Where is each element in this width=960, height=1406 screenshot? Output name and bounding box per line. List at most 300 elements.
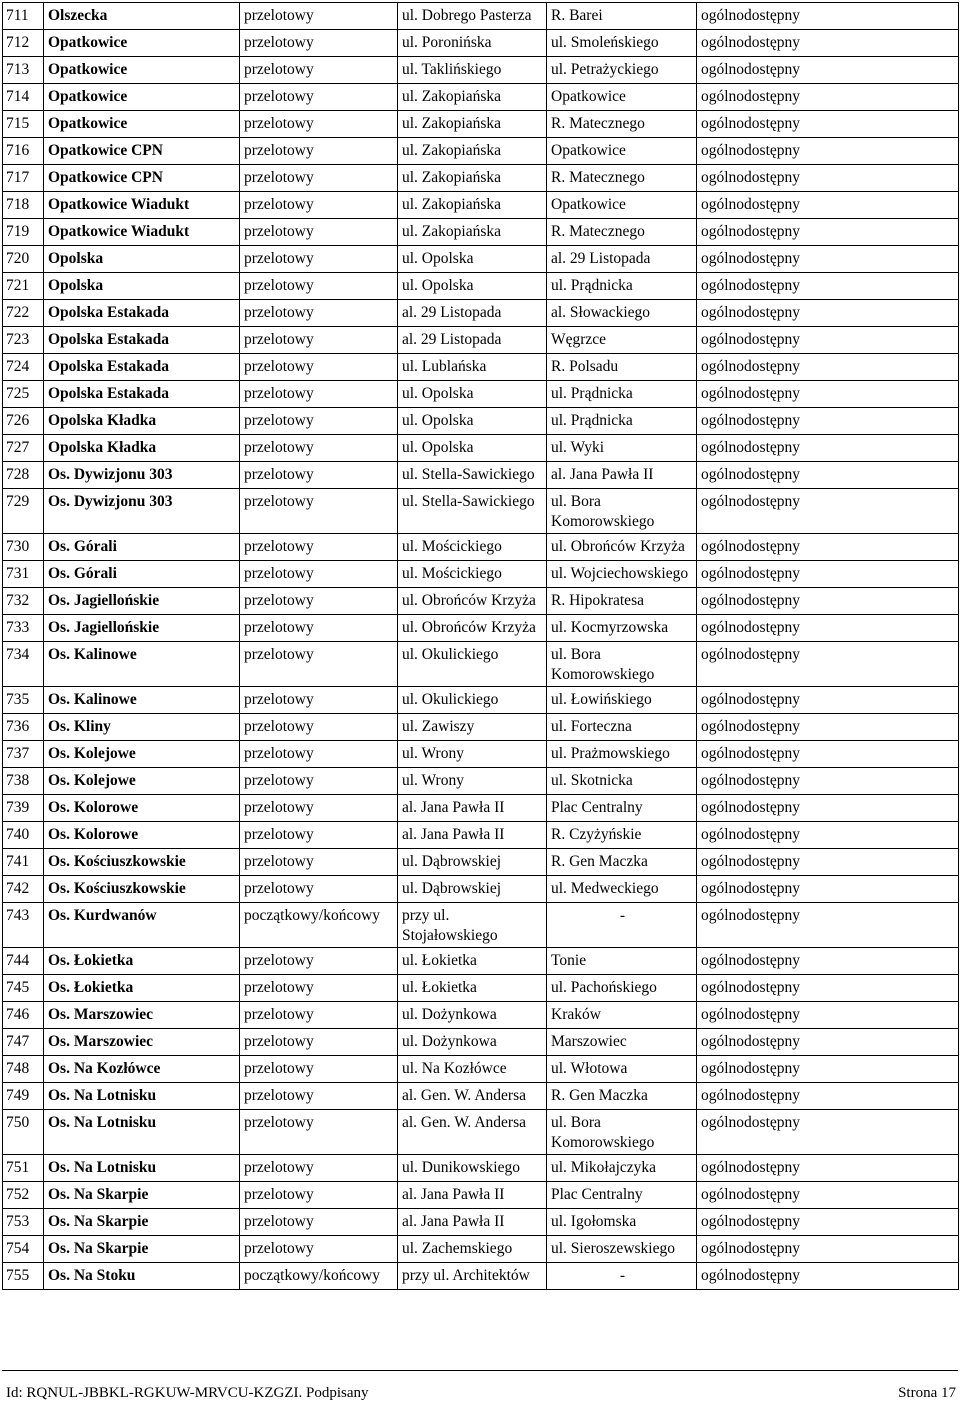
table-row bbox=[3, 435, 959, 462]
street-cell: al. Gen. W. Andersa bbox=[398, 1083, 547, 1110]
table-row bbox=[3, 1236, 959, 1263]
stop-type-cell: przelotowy bbox=[240, 192, 398, 219]
stop-number-cell: 737 bbox=[3, 741, 44, 768]
street-cell: al. 29 Listopada bbox=[398, 327, 547, 354]
street-cell: ul. Dąbrowskiej bbox=[398, 849, 547, 876]
stop-number-cell: 743 bbox=[3, 903, 44, 948]
stop-number-cell: 749 bbox=[3, 1083, 44, 1110]
stop-type-cell: przelotowy bbox=[240, 1110, 398, 1155]
stop-number-cell: 742 bbox=[3, 876, 44, 903]
stop-type-cell: przelotowy bbox=[240, 714, 398, 741]
stop-number-cell: 714 bbox=[3, 84, 44, 111]
stop-type-cell: przelotowy bbox=[240, 138, 398, 165]
stop-number-cell: 730 bbox=[3, 534, 44, 561]
table-row bbox=[3, 975, 959, 1002]
stop-number-cell: 754 bbox=[3, 1236, 44, 1263]
stop-name-cell: Os. Kościuszkowskie bbox=[44, 849, 240, 876]
stop-name-cell: Os. Jagiellońskie bbox=[44, 615, 240, 642]
stop-number-cell: 723 bbox=[3, 327, 44, 354]
stop-type-cell: początkowy/końcowy bbox=[240, 903, 398, 948]
stop-name-cell: Os. Kościuszkowskie bbox=[44, 876, 240, 903]
table-row bbox=[3, 795, 959, 822]
stop-number-cell: 745 bbox=[3, 975, 44, 1002]
stop-name-cell: Os. Kalinowe bbox=[44, 642, 240, 687]
street-cell: ul. Zakopiańska bbox=[398, 192, 547, 219]
stop-name-cell: Opolska bbox=[44, 246, 240, 273]
stop-type-cell: przelotowy bbox=[240, 300, 398, 327]
stop-name-cell: Os. Górali bbox=[44, 561, 240, 588]
stop-name-cell: Os. Na Skarpie bbox=[44, 1182, 240, 1209]
stop-type-cell: przelotowy bbox=[240, 1029, 398, 1056]
direction-cell: ul. Igołomska bbox=[547, 1209, 697, 1236]
stop-number-cell: 720 bbox=[3, 246, 44, 273]
table-row bbox=[3, 876, 959, 903]
availability-cell: ogólnodostępny bbox=[697, 534, 959, 561]
stop-type-cell: przelotowy bbox=[240, 1155, 398, 1182]
stop-name-cell: Os. Kurdwanów bbox=[44, 903, 240, 948]
availability-cell: ogólnodostępny bbox=[697, 489, 959, 534]
availability-cell: ogólnodostępny bbox=[697, 1209, 959, 1236]
stop-number-cell: 741 bbox=[3, 849, 44, 876]
stop-number-cell: 724 bbox=[3, 354, 44, 381]
stop-number-cell: 746 bbox=[3, 1002, 44, 1029]
stop-name-cell: Os. Łokietka bbox=[44, 948, 240, 975]
stop-name-cell: Os. Kliny bbox=[44, 714, 240, 741]
table-row bbox=[3, 534, 959, 561]
stop-type-cell: przelotowy bbox=[240, 3, 398, 30]
stop-type-cell: przelotowy bbox=[240, 1209, 398, 1236]
availability-cell: ogólnodostępny bbox=[697, 561, 959, 588]
direction-cell: ul. Bora Komorowskiego bbox=[547, 1110, 697, 1155]
stop-type-cell: przelotowy bbox=[240, 1002, 398, 1029]
table-row bbox=[3, 57, 959, 84]
direction-cell: Opatkowice bbox=[547, 138, 697, 165]
stop-number-cell: 729 bbox=[3, 489, 44, 534]
stop-name-cell: Opatkowice Wiadukt bbox=[44, 219, 240, 246]
table-row bbox=[3, 462, 959, 489]
availability-cell: ogólnodostępny bbox=[697, 948, 959, 975]
direction-cell: R. Matecznego bbox=[547, 165, 697, 192]
table-row bbox=[3, 1110, 959, 1155]
street-cell: ul. Na Kozłówce bbox=[398, 1056, 547, 1083]
stop-type-cell: przelotowy bbox=[240, 354, 398, 381]
stop-name-cell: Os. Na Lotnisku bbox=[44, 1083, 240, 1110]
table-row bbox=[3, 273, 959, 300]
availability-cell: ogólnodostępny bbox=[697, 111, 959, 138]
availability-cell: ogólnodostępny bbox=[697, 57, 959, 84]
stop-number-cell: 728 bbox=[3, 462, 44, 489]
stop-type-cell: przelotowy bbox=[240, 273, 398, 300]
availability-cell: ogólnodostępny bbox=[697, 714, 959, 741]
availability-cell: ogólnodostępny bbox=[697, 327, 959, 354]
stop-number-cell: 747 bbox=[3, 1029, 44, 1056]
direction-cell: ul. Forteczna bbox=[547, 714, 697, 741]
stop-number-cell: 725 bbox=[3, 381, 44, 408]
direction-cell: Plac Centralny bbox=[547, 795, 697, 822]
street-cell: ul. Dunikowskiego bbox=[398, 1155, 547, 1182]
street-cell: ul. Stella-Sawickiego bbox=[398, 489, 547, 534]
street-cell: ul. Mościckiego bbox=[398, 534, 547, 561]
stop-type-cell: przelotowy bbox=[240, 822, 398, 849]
availability-cell: ogólnodostępny bbox=[697, 1155, 959, 1182]
stop-name-cell: Os. Na Lotnisku bbox=[44, 1155, 240, 1182]
street-cell: ul. Obrońców Krzyża bbox=[398, 588, 547, 615]
availability-cell: ogólnodostępny bbox=[697, 381, 959, 408]
street-cell: ul. Zachemskiego bbox=[398, 1236, 547, 1263]
direction-cell: Kraków bbox=[547, 1002, 697, 1029]
stop-name-cell: Opolska Estakada bbox=[44, 354, 240, 381]
table-row bbox=[3, 30, 959, 57]
page-number: Strona 17 bbox=[898, 1385, 956, 1401]
street-cell: ul. Dąbrowskiej bbox=[398, 876, 547, 903]
street-cell: ul. Mościckiego bbox=[398, 561, 547, 588]
table-row bbox=[3, 381, 959, 408]
stop-name-cell: Os. Marszowiec bbox=[44, 1029, 240, 1056]
street-cell: ul. Opolska bbox=[398, 381, 547, 408]
table-row bbox=[3, 84, 959, 111]
stop-number-cell: 732 bbox=[3, 588, 44, 615]
stop-name-cell: Opatkowice CPN bbox=[44, 138, 240, 165]
stop-type-cell: przelotowy bbox=[240, 1083, 398, 1110]
stop-name-cell: Opatkowice bbox=[44, 30, 240, 57]
stop-type-cell: przelotowy bbox=[240, 1182, 398, 1209]
availability-cell: ogólnodostępny bbox=[697, 1110, 959, 1155]
availability-cell: ogólnodostępny bbox=[697, 273, 959, 300]
street-cell: ul. Okulickiego bbox=[398, 687, 547, 714]
street-cell: ul. Opolska bbox=[398, 246, 547, 273]
street-cell: ul. Obrońców Krzyża bbox=[398, 615, 547, 642]
street-cell: ul. Dożynkowa bbox=[398, 1002, 547, 1029]
stop-number-cell: 731 bbox=[3, 561, 44, 588]
table-row bbox=[3, 489, 959, 534]
street-cell: ul. Okulickiego bbox=[398, 642, 547, 687]
stop-name-cell: Os. Na Skarpie bbox=[44, 1236, 240, 1263]
direction-cell: ul. Wojciechowskiego bbox=[547, 561, 697, 588]
street-cell: ul. Zakopiańska bbox=[398, 165, 547, 192]
availability-cell: ogólnodostępny bbox=[697, 435, 959, 462]
direction-cell: ul. Wyki bbox=[547, 435, 697, 462]
stop-type-cell: przelotowy bbox=[240, 1236, 398, 1263]
stop-type-cell: przelotowy bbox=[240, 975, 398, 1002]
street-cell: przy ul. Stojałowskiego bbox=[398, 903, 547, 948]
stop-type-cell: przelotowy bbox=[240, 462, 398, 489]
street-cell: ul. Zakopiańska bbox=[398, 219, 547, 246]
direction-cell: R. Gen Maczka bbox=[547, 1083, 697, 1110]
stop-name-cell: Opolska Kładka bbox=[44, 408, 240, 435]
stop-number-cell: 748 bbox=[3, 1056, 44, 1083]
stop-number-cell: 727 bbox=[3, 435, 44, 462]
stops-table-body bbox=[3, 3, 959, 1290]
direction-cell: Tonie bbox=[547, 948, 697, 975]
street-cell: al. Jana Pawła II bbox=[398, 1209, 547, 1236]
direction-cell: R. Polsadu bbox=[547, 354, 697, 381]
stop-type-cell: przelotowy bbox=[240, 165, 398, 192]
availability-cell: ogólnodostępny bbox=[697, 246, 959, 273]
street-cell: ul. Dożynkowa bbox=[398, 1029, 547, 1056]
direction-cell: R. Gen Maczka bbox=[547, 849, 697, 876]
direction-cell: ul. Kocmyrzowska bbox=[547, 615, 697, 642]
direction-cell: Marszowiec bbox=[547, 1029, 697, 1056]
table-row bbox=[3, 165, 959, 192]
stop-name-cell: Os. Kolorowe bbox=[44, 795, 240, 822]
street-cell: ul. Zakopiańska bbox=[398, 111, 547, 138]
table-row bbox=[3, 768, 959, 795]
direction-cell: ul. Skotnicka bbox=[547, 768, 697, 795]
street-cell: ul. Opolska bbox=[398, 273, 547, 300]
direction-cell: Opatkowice bbox=[547, 84, 697, 111]
stop-name-cell: Opatkowice Wiadukt bbox=[44, 192, 240, 219]
availability-cell: ogólnodostępny bbox=[697, 462, 959, 489]
stop-number-cell: 734 bbox=[3, 642, 44, 687]
availability-cell: ogólnodostępny bbox=[697, 975, 959, 1002]
table-row bbox=[3, 138, 959, 165]
stop-name-cell: Opolska Kładka bbox=[44, 435, 240, 462]
stop-number-cell: 740 bbox=[3, 822, 44, 849]
availability-cell: ogólnodostępny bbox=[697, 1002, 959, 1029]
stop-type-cell: przelotowy bbox=[240, 741, 398, 768]
stop-number-cell: 738 bbox=[3, 768, 44, 795]
stop-type-cell: przelotowy bbox=[240, 408, 398, 435]
table-row bbox=[3, 849, 959, 876]
table-row bbox=[3, 246, 959, 273]
stop-number-cell: 750 bbox=[3, 1110, 44, 1155]
table-row bbox=[3, 642, 959, 687]
stop-name-cell: Os. Na Stoku bbox=[44, 1263, 240, 1290]
availability-cell: ogólnodostępny bbox=[697, 30, 959, 57]
stop-type-cell: przelotowy bbox=[240, 327, 398, 354]
direction-cell: al. 29 Listopada bbox=[547, 246, 697, 273]
street-cell: ul. Zawiszy bbox=[398, 714, 547, 741]
table-row bbox=[3, 903, 959, 948]
stop-name-cell: Os. Na Kozłówce bbox=[44, 1056, 240, 1083]
table-row bbox=[3, 1209, 959, 1236]
availability-cell: ogólnodostępny bbox=[697, 300, 959, 327]
table-row bbox=[3, 714, 959, 741]
direction-cell: ul. Petrażyckiego bbox=[547, 57, 697, 84]
table-row bbox=[3, 219, 959, 246]
availability-cell: ogólnodostępny bbox=[697, 3, 959, 30]
availability-cell: ogólnodostępny bbox=[697, 1083, 959, 1110]
availability-cell: ogólnodostępny bbox=[697, 165, 959, 192]
street-cell: ul. Zakopiańska bbox=[398, 84, 547, 111]
stop-type-cell: przelotowy bbox=[240, 534, 398, 561]
stop-number-cell: 736 bbox=[3, 714, 44, 741]
stop-name-cell: Os. Kolejowe bbox=[44, 741, 240, 768]
availability-cell: ogólnodostępny bbox=[697, 822, 959, 849]
table-row bbox=[3, 300, 959, 327]
direction-cell: ul. Bora Komorowskiego bbox=[547, 489, 697, 534]
street-cell: al. Jana Pawła II bbox=[398, 795, 547, 822]
stop-type-cell: przelotowy bbox=[240, 435, 398, 462]
street-cell: ul. Stella-Sawickiego bbox=[398, 462, 547, 489]
street-cell: ul. Poronińska bbox=[398, 30, 547, 57]
stop-number-cell: 739 bbox=[3, 795, 44, 822]
table-row bbox=[3, 354, 959, 381]
table-row bbox=[3, 1155, 959, 1182]
direction-cell: ul. Bora Komorowskiego bbox=[547, 642, 697, 687]
stop-type-cell: przelotowy bbox=[240, 849, 398, 876]
direction-cell: - bbox=[547, 1263, 697, 1290]
stop-number-cell: 722 bbox=[3, 300, 44, 327]
table-row bbox=[3, 561, 959, 588]
availability-cell: ogólnodostępny bbox=[697, 192, 959, 219]
stop-type-cell: początkowy/końcowy bbox=[240, 1263, 398, 1290]
stop-number-cell: 716 bbox=[3, 138, 44, 165]
direction-cell: ul. Obrońców Krzyża bbox=[547, 534, 697, 561]
direction-cell: ul. Mikołajczyka bbox=[547, 1155, 697, 1182]
stop-type-cell: przelotowy bbox=[240, 615, 398, 642]
direction-cell: ul. Sieroszewskiego bbox=[547, 1236, 697, 1263]
direction-cell: ul. Smoleńskiego bbox=[547, 30, 697, 57]
table-row bbox=[3, 1182, 959, 1209]
table-row bbox=[3, 822, 959, 849]
table-row bbox=[3, 3, 959, 30]
stop-name-cell: Opolska bbox=[44, 273, 240, 300]
table-row bbox=[3, 1029, 959, 1056]
stop-number-cell: 726 bbox=[3, 408, 44, 435]
direction-cell: ul. Łowińskiego bbox=[547, 687, 697, 714]
stop-number-cell: 753 bbox=[3, 1209, 44, 1236]
direction-cell: R. Matecznego bbox=[547, 111, 697, 138]
stop-type-cell: przelotowy bbox=[240, 795, 398, 822]
stop-name-cell: Os. Marszowiec bbox=[44, 1002, 240, 1029]
stop-number-cell: 751 bbox=[3, 1155, 44, 1182]
stop-name-cell: Os. Łokietka bbox=[44, 975, 240, 1002]
street-cell: ul. Wrony bbox=[398, 741, 547, 768]
availability-cell: ogólnodostępny bbox=[697, 642, 959, 687]
street-cell: ul. Opolska bbox=[398, 435, 547, 462]
stop-name-cell: Opatkowice bbox=[44, 57, 240, 84]
stop-name-cell: Opolska Estakada bbox=[44, 300, 240, 327]
stop-number-cell: 735 bbox=[3, 687, 44, 714]
stop-type-cell: przelotowy bbox=[240, 642, 398, 687]
stop-name-cell: Opolska Estakada bbox=[44, 381, 240, 408]
stop-number-cell: 744 bbox=[3, 948, 44, 975]
direction-cell: R. Matecznego bbox=[547, 219, 697, 246]
table-row bbox=[3, 192, 959, 219]
stop-number-cell: 711 bbox=[3, 3, 44, 30]
availability-cell: ogólnodostępny bbox=[697, 1236, 959, 1263]
availability-cell: ogólnodostępny bbox=[697, 588, 959, 615]
direction-cell: R. Barei bbox=[547, 3, 697, 30]
street-cell: al. Gen. W. Andersa bbox=[398, 1110, 547, 1155]
stop-name-cell: Os. Górali bbox=[44, 534, 240, 561]
stop-number-cell: 721 bbox=[3, 273, 44, 300]
stop-name-cell: Os. Na Lotnisku bbox=[44, 1110, 240, 1155]
direction-cell: R. Czyżyńskie bbox=[547, 822, 697, 849]
stop-number-cell: 717 bbox=[3, 165, 44, 192]
stop-type-cell: przelotowy bbox=[240, 561, 398, 588]
availability-cell: ogólnodostępny bbox=[697, 1263, 959, 1290]
direction-cell: Węgrzce bbox=[547, 327, 697, 354]
street-cell: ul. Zakopiańska bbox=[398, 138, 547, 165]
stop-name-cell: Opatkowice bbox=[44, 111, 240, 138]
direction-cell: Plac Centralny bbox=[547, 1182, 697, 1209]
stop-name-cell: Opatkowice CPN bbox=[44, 165, 240, 192]
street-cell: ul. Dobrego Pasterza bbox=[398, 3, 547, 30]
availability-cell: ogólnodostępny bbox=[697, 1029, 959, 1056]
stop-name-cell: Opolska Estakada bbox=[44, 327, 240, 354]
street-cell: ul. Opolska bbox=[398, 408, 547, 435]
stop-type-cell: przelotowy bbox=[240, 1056, 398, 1083]
stop-name-cell: Os. Jagiellońskie bbox=[44, 588, 240, 615]
stop-number-cell: 718 bbox=[3, 192, 44, 219]
direction-cell: ul. Medweckiego bbox=[547, 876, 697, 903]
stop-type-cell: przelotowy bbox=[240, 57, 398, 84]
stop-type-cell: przelotowy bbox=[240, 30, 398, 57]
stop-type-cell: przelotowy bbox=[240, 687, 398, 714]
stop-type-cell: przelotowy bbox=[240, 84, 398, 111]
stop-type-cell: przelotowy bbox=[240, 876, 398, 903]
table-row bbox=[3, 1263, 959, 1290]
stop-number-cell: 755 bbox=[3, 1263, 44, 1290]
street-cell: ul. Wrony bbox=[398, 768, 547, 795]
stop-name-cell: Os. Dywizjonu 303 bbox=[44, 462, 240, 489]
direction-cell: al. Jana Pawła II bbox=[547, 462, 697, 489]
stop-type-cell: przelotowy bbox=[240, 588, 398, 615]
stop-type-cell: przelotowy bbox=[240, 948, 398, 975]
table-row bbox=[3, 741, 959, 768]
availability-cell: ogólnodostępny bbox=[697, 1182, 959, 1209]
stop-number-cell: 733 bbox=[3, 615, 44, 642]
stop-number-cell: 713 bbox=[3, 57, 44, 84]
availability-cell: ogólnodostępny bbox=[697, 795, 959, 822]
stop-number-cell: 712 bbox=[3, 30, 44, 57]
availability-cell: ogólnodostępny bbox=[697, 741, 959, 768]
direction-cell: R. Hipokratesa bbox=[547, 588, 697, 615]
availability-cell: ogólnodostępny bbox=[697, 849, 959, 876]
stop-number-cell: 719 bbox=[3, 219, 44, 246]
street-cell: al. Jana Pawła II bbox=[398, 1182, 547, 1209]
table-row bbox=[3, 948, 959, 975]
stop-type-cell: przelotowy bbox=[240, 768, 398, 795]
availability-cell: ogólnodostępny bbox=[697, 138, 959, 165]
street-cell: przy ul. Architektów bbox=[398, 1263, 547, 1290]
table-row bbox=[3, 111, 959, 138]
availability-cell: ogólnodostępny bbox=[697, 219, 959, 246]
table-row bbox=[3, 1002, 959, 1029]
table-row bbox=[3, 615, 959, 642]
stop-type-cell: przelotowy bbox=[240, 381, 398, 408]
stop-type-cell: przelotowy bbox=[240, 111, 398, 138]
availability-cell: ogólnodostępny bbox=[697, 1056, 959, 1083]
stop-number-cell: 715 bbox=[3, 111, 44, 138]
availability-cell: ogólnodostępny bbox=[697, 354, 959, 381]
availability-cell: ogólnodostępny bbox=[697, 903, 959, 948]
stop-name-cell: Opatkowice bbox=[44, 84, 240, 111]
street-cell: ul. Łokietka bbox=[398, 975, 547, 1002]
direction-cell: ul. Prażmowskiego bbox=[547, 741, 697, 768]
table-row bbox=[3, 687, 959, 714]
direction-cell: ul. Prądnicka bbox=[547, 273, 697, 300]
stop-name-cell: Os. Dywizjonu 303 bbox=[44, 489, 240, 534]
availability-cell: ogólnodostępny bbox=[697, 876, 959, 903]
stop-name-cell: Os. Na Skarpie bbox=[44, 1209, 240, 1236]
stop-type-cell: przelotowy bbox=[240, 219, 398, 246]
table-row bbox=[3, 408, 959, 435]
table-row bbox=[3, 327, 959, 354]
stop-number-cell: 752 bbox=[3, 1182, 44, 1209]
stop-name-cell: Os. Kalinowe bbox=[44, 687, 240, 714]
footer-divider bbox=[2, 1370, 958, 1371]
stop-name-cell: Olszecka bbox=[44, 3, 240, 30]
street-cell: ul. Lublańska bbox=[398, 354, 547, 381]
street-cell: al. Jana Pawła II bbox=[398, 822, 547, 849]
availability-cell: ogólnodostępny bbox=[697, 768, 959, 795]
direction-cell: ul. Włotowa bbox=[547, 1056, 697, 1083]
document-id: Id: RQNUL-JBBKL-RGKUW-MRVCU-KZGZI. Podpisany bbox=[6, 1385, 369, 1401]
availability-cell: ogólnodostępny bbox=[697, 84, 959, 111]
